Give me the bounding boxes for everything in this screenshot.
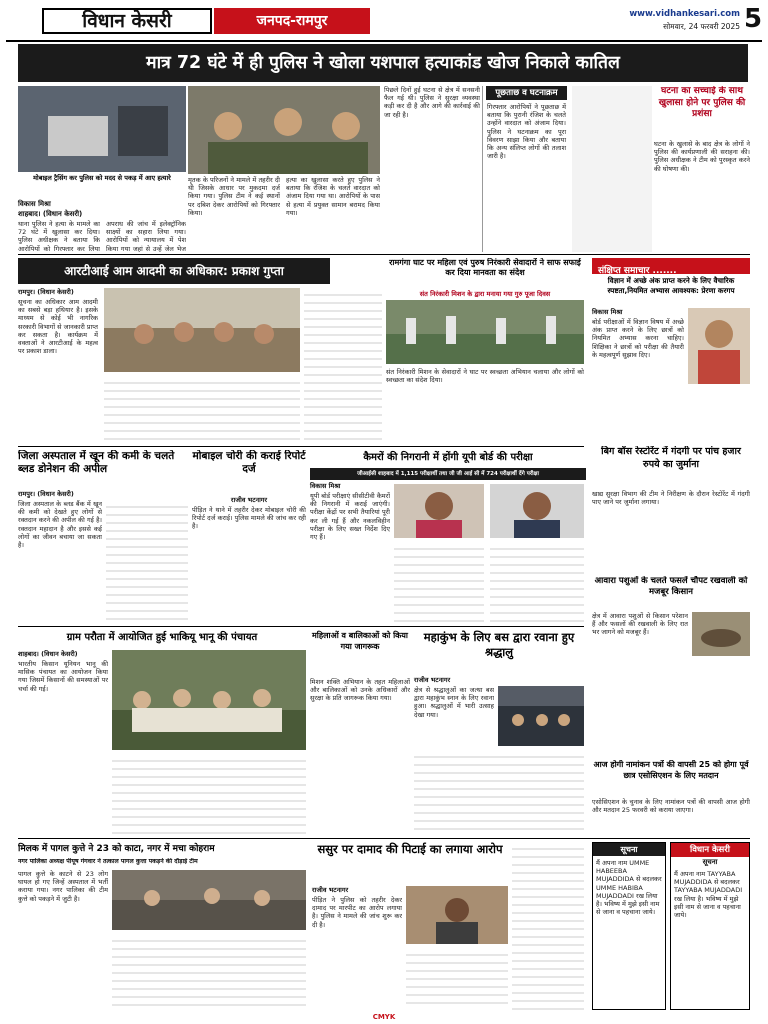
lead-dateline: शाहबाद। (विधान केसरी) [18,210,83,218]
section-label [214,8,370,34]
inlaw-photo [406,886,508,944]
board-photo-1 [394,484,484,538]
rti-dateline: रामपुर। (विधान केसरी) [18,288,74,296]
lead-photo-officers [188,86,380,174]
rti-text-col2 [104,376,300,440]
notice1-box [592,842,666,1010]
divider-4 [18,838,750,839]
nirankari-headline: रामगंगा घाट पर महिला एवं पुरुष निरंकारी सेवादारों ने साफ सफाई कर दिया मानवता का संदेश [389,258,581,277]
dog-subhead: नगर पालिका अध्यक्ष पीयूष गंगवार ने तत्काल पागल कुत्ता पकड़ने की दौड़ाई टीम [18,858,198,865]
nirankari-photo [386,300,584,364]
board-headline: कैमरों की निगरानी में होंगी यूपी बोर्ड की परीक्षा [363,452,533,463]
dog-text-col2 [112,934,306,1010]
paper-name-box [42,8,212,34]
inlaw-side-col [512,842,584,1010]
banner-headline: मात्र 72 घंटे में ही पुलिस ने खोला यशपाल हत्याकांड खोज निकाले कातिल [146,53,620,73]
divider-3 [18,626,584,627]
kumbh-text-col2 [414,750,584,834]
brief-item1-photo [688,308,750,384]
nirankari-subhead: संत निरंकारी मिशन के द्वारा मनाया गया गुरु पूजा दिवस [419,290,551,298]
lead-photo-evidence [18,86,186,172]
kumbh-text: क्षेत्र से श्रद्धालुओं का जत्था बस द्वारा महाकुंभ स्नान के लिए रवाना हुआ। श्रद्धालुओं में भारी उत्साह देखा गया। [414,686,494,719]
notice2-text: मैं अपना नाम TAYYABA MUJADDIDA से बदलकर TAYYABA MUJADDADI रख लिया है। भविष्य में मुझे इसी नाम से जाना व पहचाना जाये। [674,870,743,920]
kumbh-headline: महाकुंभ के लिए बस द्वारा रवाना हुए श्रद्धालु [423,630,575,659]
lead-byline: विकास मिश्रा [18,200,51,208]
blood-dateline: रामपुर। (विधान केसरी) [18,490,74,498]
board-photo-2 [490,484,584,538]
right-lead-box [654,86,750,252]
blood-headline: जिला अस्पताल में खून की कमी के चलते ब्लड डोनेशन की अपील [18,450,175,475]
kumbh-photo [498,686,584,746]
blood-text-col1: जिला अस्पताल के ब्लड बैंक में खून की कमी को देखते हुए लोगों से रक्तदान करने की अपील की गई है। रक्तदान महादान है और इससे कई लोगों का जीवन बचाया जा सकता है। [18,500,102,550]
mobile-byline: राजीव भटनागर [230,496,268,504]
website: www.vidhankesari.com [629,9,740,19]
brief-item2-text: खाद्य सुरक्षा विभाग की टीम ने निरीक्षण के दौरान रेस्टोरेंट में गंदगी पाए जाने पर जुर्माना लगाया। [592,490,750,507]
notice1-text: मैं अपना नाम UMME HABEEBA MUJADDIDA से बदलकर UMME HABIBA MUJADDADI रख लिया है। भविष्य में मुझे इसी नाम से जाना व पहचाना जाये। [596,859,662,917]
notice2-sub: सूचना [702,858,718,866]
board-text-col2 [394,542,484,622]
board-text-col3 [490,542,584,622]
rti-text-col3 [304,288,382,440]
events-continued [572,86,652,252]
women-safety-headline: महिलाओं व बालिकाओं को किया गया जागरूक [311,631,409,651]
divider-2 [18,446,584,447]
inlaw-byline: राजीव भटनागर [312,886,349,894]
board-text-col1: यूपी बोर्ड परीक्षाएं सीसीटीवी कैमरों की निगरानी में कराई जाएंगी। परीक्षा केंद्रों पर सभी तैयारियां पूरी कर ली गई हैं और नकलविहीन परीक्षा के लिए सख्त निर्देश दिए गए हैं। [310,492,390,542]
notice2-heading: विधान केसरी [671,843,749,857]
brief-item2-headline: बिग बॉस रेस्टोरेंट में गंदगी पर पांच हजार रुपये का जुर्माना [601,446,741,470]
right-lead-headline: घटना का सच्चाई के साथ खुलासा होने पर पुलिस की प्रशंसा [658,86,746,119]
lead-text-col3: हत्या का खुलासा करते हुए पुलिस ने बताया कि रंजिश के चलते वारदात को अंजाम दिया गया था। आरोपियों के पास से हत्या में प्रयुक्त सामान बरामद किया गया। [286,176,380,217]
dog-photo [112,870,306,930]
dog-headline: मिलक में पागल कुत्ते ने 23 को काटा, नगर में मचा कोहराम [18,844,215,854]
inlaw-text-col2 [406,948,508,1010]
dog-text: पागल कुत्ते के काटने से 23 लोग घायल हो गए जिन्हें अस्पताल में भर्ती कराया गया। नगर पालिका की टीम कुत्ते को पकड़ने में जुटी है। [18,870,108,903]
lead-text-col1: थाना पुलिस ने हत्या के मामले का 72 घंटे में खुलासा कर दिया। पुलिस अधीक्षक ने बताया कि आरोपियों को गिरफ्तार कर लिया [18,220,100,252]
brief-news-heading-text: संक्षिप्त समाचार ....... [598,266,677,276]
notice1-heading: सूचना [593,843,665,856]
events-text: गिरफ्तार आरोपियों ने पूछताछ में बताया कि पुरानी रंजिश के चलते उन्होंने वारदात को अंजाम दिया। पुलिस ने घटनाक्रम का पूरा विवरण साझा किया और बताया कि अन्य संलिप्त लोगों की तलाश जारी है। [487,103,566,161]
panchayat-photo [112,650,306,750]
mobile-headline: मोबाइल चोरी की कराई रिपोर्ट दर्ज [192,450,306,475]
lead-text-col5: अपराध की जांच में इलेक्ट्रॉनिक साक्ष्यों का सहारा लिया गया। आरोपियों को न्यायालय में पेश किया गया जहां से उन्हें जेल भेज [106,220,186,252]
brief-item3-text: क्षेत्र में आवारा पशुओं से किसान परेशान हैं और फसलों की रखवाली के लिए रात भर जागने को मजबूर हैं। [592,612,688,637]
panchayat-text: भारतीय किसान यूनियन भानू की मासिक पंचायत का आयोजन किया गया जिसमें किसानों की समस्याओं पर चर्चा की गई। [18,660,108,693]
board-subhead-bar [310,468,586,480]
brief-item3-photo [692,612,750,656]
masthead-rule [6,40,762,42]
registration-marks: CMYK [372,1013,396,1021]
brief-item4-headline: आज होगी नामांकन पत्रों की वापसी 25 को होगा पूर्व छात्र एसोसिएशन के लिए मतदान [593,760,749,780]
panchayat-text-col2 [112,754,306,834]
date-line: सोमवार, 24 फरवरी 2025 [663,22,740,31]
kumbh-byline: राजीव भटनागर [414,676,451,684]
blood-text-col2 [106,500,188,622]
panchayat-headline: ग्राम परौता में आयोजित हुई भाकियू भानू की पंचायत [66,632,258,643]
events-box [482,86,570,252]
panchayat-dateline: शाहबाद। (विधान केसरी) [18,650,78,658]
notice2-box [670,842,750,1010]
rti-photo [104,288,300,372]
rti-headline: आरटीआई आम आदमी का अधिकार: प्रकाश गुप्ता [64,264,284,278]
brief-news-heading [592,258,750,274]
section-label-text: जनपद-रामपुर [256,13,328,29]
paper-name: विधान केसरी [82,10,172,32]
board-byline: विकास मिश्रा [310,482,341,490]
mobile-text: पीड़ित ने थाने में तहरीर देकर मोबाइल चोरी की रिपोर्ट दर्ज कराई। पुलिस मामले की जांच कर रही है। [192,506,306,531]
page-number: 5 [744,4,763,34]
inlaw-headline: ससुर पर दामाद की पिटाई का लगाया आरोप [317,842,503,856]
brief-item3-headline: आवारा पशुओं के चलते फसलें चौपट रखवाली को मजबूर किसान [594,576,748,597]
inlaw-text: पीड़ित ने पुलिस को तहरीर देकर दामाद पर मारपीट का आरोप लगाया है। पुलिस ने मामले की जांच शुरू कर दी है। [312,896,402,929]
rti-text-col1: सूचना का अधिकार आम आदमी का सबसे बड़ा हथियार है। इसके माध्यम से कोई भी नागरिक सरकारी विभागों से जानकारी प्राप्त कर सकता है। कार्यक्रम में वक्ताओं ने आरटीआई के महत्व पर प्रकाश डाला। [18,298,98,356]
masthead [0,0,768,44]
lead-text-col4: पिछले दिनों हुई घटना से क्षेत्र में सनसनी फैल गई थी। पुलिस ने सुरक्षा व्यवस्था कड़ी कर दी है और आगे की कार्रवाई की जा रही है। [384,86,480,119]
lead-photo-caption: मोबाइल ट्रैसिंग कर पुलिस को मदद से पकड़ में आए हत्यारे [33,174,171,182]
brief-item1-headline: विज्ञान में अच्छे अंक प्राप्त करने के लिए वैचारिक स्पष्टता,नियमित अभ्यास आवश्यक: प्रेरणा करगप [607,276,735,295]
banner-headline-bar [18,44,748,82]
brief-item4-text: एसोसिएशन के चुनाव के लिए नामांकन पत्रों की वापसी आज होगी और मतदान 25 फरवरी को कराया जाएगा। [592,798,750,815]
nirankari-text: संत निरंकारी मिशन के सेवादारों ने घाट पर स्वच्छता अभियान चलाया और लोगों को स्वच्छता का संदेश दिया। [386,368,584,385]
board-subhead: जीआईसी शाहबाद में 1,115 परीक्षार्थी तथा जी जी आई सी में 724 परीक्षार्थी देंगे परीक्षा [357,471,539,477]
lead-text-col2: मृतक के परिजनों ने मामले में तहरीर दी थी जिसके आधार पर मुकदमा दर्ज किया गया। पुलिस टीम ने कई स्थानों पर दबिश देकर आरोपियों को गिरफ्तार किया। [188,176,280,217]
right-lead-text: घटना के खुलासे के बाद क्षेत्र के लोगों ने पुलिस की कार्यप्रणाली की सराहना की। पुलिस अधीक्षक ने टीम को पुरस्कृत करने की घोषणा की। [654,140,750,173]
divider-1 [18,254,750,255]
events-heading: पूछताछ व घटनाक्रम [486,86,567,100]
brief-item1-text: बोर्ड परीक्षाओं में विज्ञान विषय में अच्छे अंक प्राप्त करने के लिए छात्रों को नियमित अभ्यास करना चाहिए। शिक्षिका ने छात्रों को परीक्षा की तैयारी के महत्वपूर्ण सुझाव दिए। [592,318,684,359]
women-safety-text: मिशन शक्ति अभियान के तहत महिलाओं और बालिकाओं को उनके अधिकारों और सुरक्षा के प्रति जागरूक किया गया। [310,678,410,703]
brief-item1-byline: विकास मिश्रा [592,308,623,316]
rti-headline-bar [18,258,330,284]
